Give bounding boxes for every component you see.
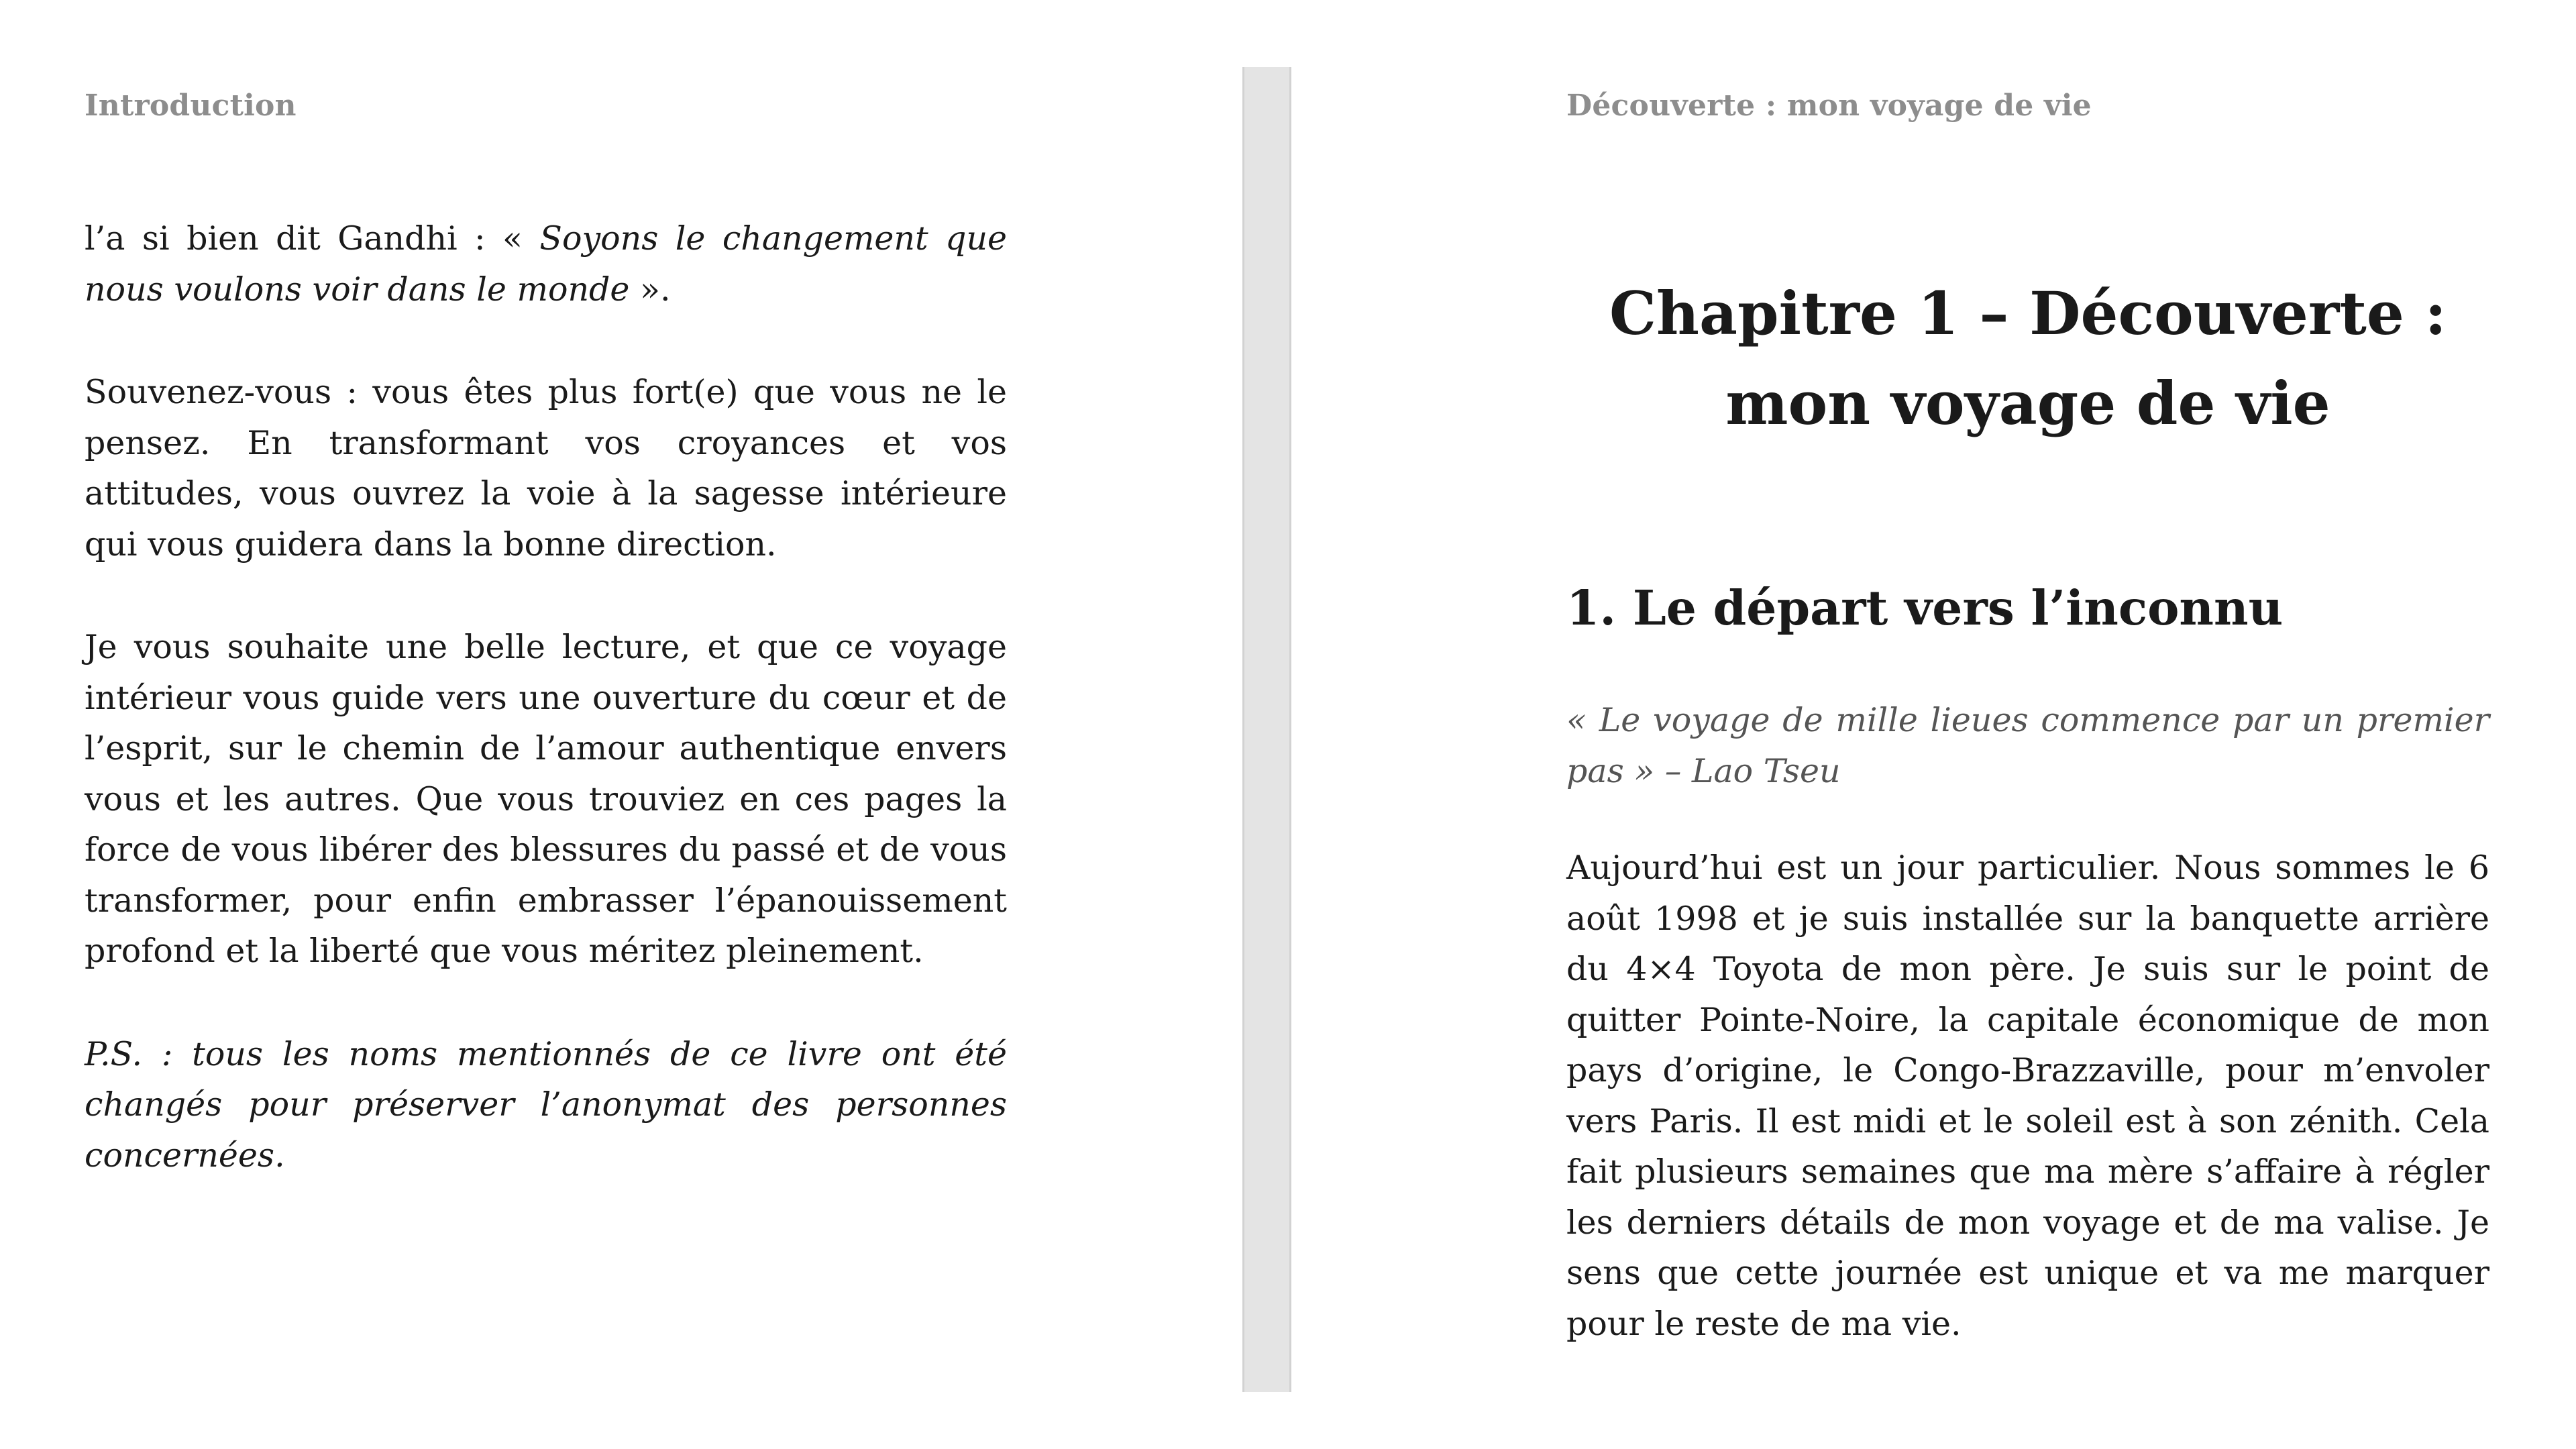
chapter-title-line2: mon voyage de vie bbox=[1725, 368, 2330, 438]
running-header-left: Introduction bbox=[85, 89, 297, 123]
running-header-right: Découverte : mon voyage de vie bbox=[1566, 89, 2092, 123]
paragraph-lecture: Je vous souhaite une belle lecture, et que ce voyage intérieur vous guide vers une ouverture du cœur et de l’esprit, sur le chemin de l’amour authentique envers vous et les autres. Que vous trouviez en ces pages la force de vous libérer des blessures du passé et de vous transformer, pour enfin embrasser l’épanouissement profond et la liberté que vous méritez pleinement. bbox=[85, 628, 1007, 970]
quote-end: ». bbox=[629, 270, 671, 309]
right-page-body bbox=[1566, 843, 2489, 1349]
section-title: 1. Le départ vers l’inconnu bbox=[1566, 580, 2284, 636]
paragraph-souvenez: Souvenez-vous : vous êtes plus fort(e) que vous ne le pensez. En transformant vos croyances et vos attitudes, vous ouvrez la voie à la sagesse intérieure qui vous guidera dans la bonne direction. bbox=[85, 373, 1007, 564]
paragraph-aujourdhui: Aujourd’hui est un jour particulier. Nous sommes le 6 août 1998 et je suis installée sur la banquette arrière du 4×4 Toyota de mon père. Je suis sur le point de quitter Pointe-Noire, la capitale économique de mon pays d’origine, le Congo-Brazzaville, pour m’envoler vers Paris. Il est midi et le soleil est à son zénith. Cela fait plusieurs semaines que ma mère s’affaire à régler les derniers détails de mon voyage et de ma valise. Je sens que cette journée est unique et va me marquer pour le reste de ma vie. bbox=[1566, 849, 2489, 1343]
quote-intro: l’a si bien dit Gandhi : « bbox=[85, 219, 540, 258]
chapter-title bbox=[1566, 268, 2489, 448]
chapter-title-line1: Chapitre 1 – Découverte : bbox=[1609, 278, 2447, 348]
epigraph-quote: « Le voyage de mille lieues commence par un premier pas » – Lao Tseu bbox=[1566, 701, 2489, 790]
gandhi-quote: Soyons le changement que nous voulons voir dans le monde bbox=[85, 219, 1007, 309]
postscript-note: P.S. : tous les noms mentionnés de ce livre ont été changés pour préserver l’anonymat des personnes concernées. bbox=[85, 1034, 1007, 1175]
